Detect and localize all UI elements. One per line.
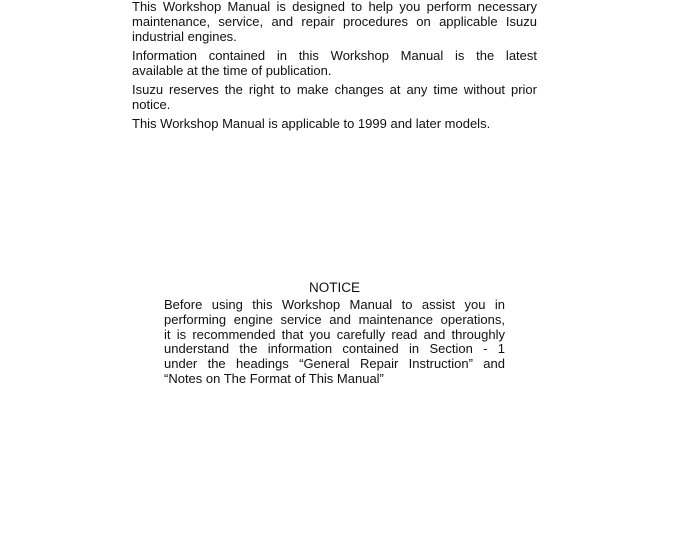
intro-paragraph bbox=[132, 0, 537, 44]
text-line: Isuzu reserves the right to make changes at any time without prior bbox=[132, 82, 537, 97]
text-line: performing engine service and maintenance operations, bbox=[164, 311, 505, 327]
text-line: This Workshop Manual is designed to help you perform necessary bbox=[132, 0, 537, 14]
text-line: Before using this Workshop Manual to assist you in bbox=[164, 297, 505, 312]
intro-paragraph bbox=[132, 82, 537, 112]
intro-text bbox=[132, 0, 537, 135]
text-line: notice. bbox=[132, 97, 171, 112]
text-line: industrial engines. bbox=[132, 29, 237, 44]
text-line: available at the time of publication. bbox=[132, 63, 332, 78]
text-line: under the headings “General Repair Instruction” and bbox=[164, 356, 505, 372]
text-line: it is recommended that you carefully read and throughly bbox=[164, 326, 505, 342]
text-line: “Notes on The Format of This Manual” bbox=[164, 370, 384, 386]
text-line: Information contained in this Workshop Manual is the latest bbox=[132, 48, 537, 63]
text-line: This Workshop Manual is applicable to 1999 and later models. bbox=[132, 116, 491, 131]
text-line: understand the information contained in Section - 1 bbox=[164, 341, 505, 357]
notice-title: NOTICE bbox=[308, 280, 360, 295]
text-line: maintenance, service, and repair procedures on applicable Isuzu bbox=[132, 14, 537, 29]
intro-paragraph bbox=[132, 116, 537, 131]
notice-body bbox=[164, 298, 505, 387]
intro-paragraph bbox=[132, 48, 537, 78]
notice-box bbox=[164, 279, 505, 391]
